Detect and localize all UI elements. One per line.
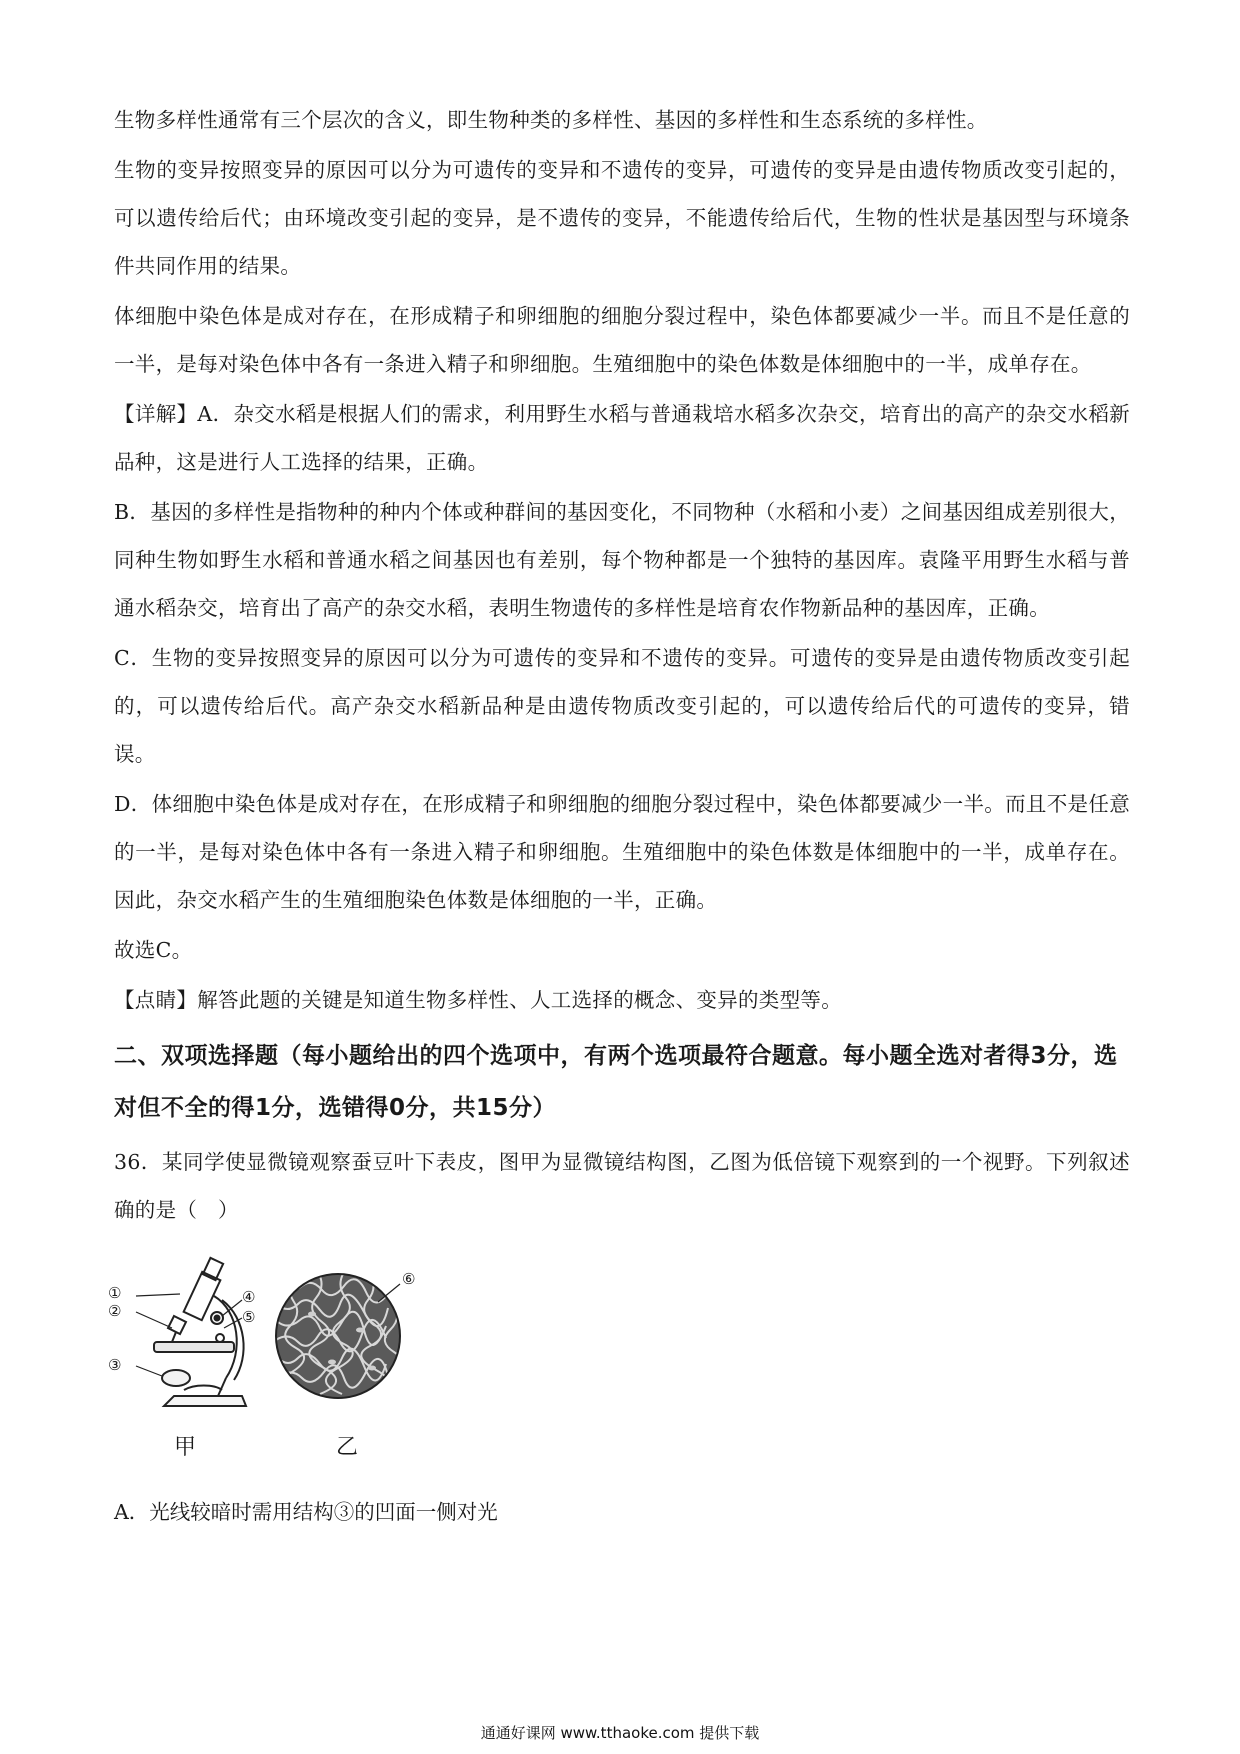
microscope-figure [108, 1256, 534, 1466]
paragraph-tip: 【点睛】解答此题的关键是知道生物多样性、人工选择的概念、变异的类型等。 [114, 988, 842, 1012]
paragraph-biodiversity: 生物多样性通常有三个层次的含义，即生物种类的多样性、基因的多样性和生态系统的多样性。 [114, 108, 988, 132]
callout-3: ③ [108, 1356, 122, 1374]
micrograph-view [272, 1266, 412, 1406]
paragraph-detail-a: 【详解】A．杂交水稻是根据人们的需求，利用野生水稻与普通栽培水稻多次杂交，培育出的高产的杂交水稻新品种，这是进行人工选择的结果，正确。 [114, 402, 1130, 474]
paragraph-chromosome: 体细胞中染色体是成对存在，在形成精子和卵细胞的细胞分裂过程中，染色体都要减少一半。而且不是任意的一半，是每对染色体中各有一条进入精子和卵细胞。生殖细胞中的染色体数是体细胞中的一半，成单存在。 [114, 304, 1130, 376]
callout-6: ⑥ [402, 1270, 416, 1288]
page-footer: 通通好课网 www.tthaoke.com 提供下载 [480, 1724, 760, 1742]
section-title: 二、双项选择题（每小题给出的四个选项中，有两个选项最符合题意。每小题全选对者得3分，选对但不全的得1分，选错得0分，共15分） [114, 1043, 1118, 1121]
paragraph-detail-d: D．体细胞中染色体是成对存在，在形成精子和卵细胞的细胞分裂过程中，染色体都要减少一半。而且不是任意的一半，是每对染色体中各有一条进入精子和卵细胞。生殖细胞中的染色体数是体细胞中的一半，成单存在。因此，杂交水稻产生的生殖细胞染色体数是体细胞的一半，正确。 [114, 792, 1130, 912]
option-a: A．光线较暗时需用结构③的凹面一侧对光 [114, 1500, 498, 1524]
microscope-diagram [114, 1256, 264, 1426]
figure-label-b: 乙 [336, 1435, 359, 1460]
callout-2: ② [108, 1302, 122, 1320]
paragraph-answer: 故选C。 [114, 938, 193, 962]
callout-1: ① [108, 1284, 122, 1302]
callout-4: ④ [242, 1288, 256, 1306]
callout-5: ⑤ [242, 1308, 256, 1326]
question-36: 36．某同学使显微镜观察蚕豆叶下表皮，图甲为显微镜结构图，乙图为低倍镜下观察到的一个视野。下列叙述确的是（ ） [114, 1150, 1130, 1222]
paragraph-detail-c: C．生物的变异按照变异的原因可以分为可遗传的变异和不遗传的变异。可遗传的变异是由遗传物质改变引起的，可以遗传给后代。高产杂交水稻新品种是由遗传物质改变引起的，可以遗传给后代的可遗传的变异，错误。 [114, 646, 1130, 766]
paragraph-detail-b: B．基因的多样性是指物种的种内个体或种群间的基因变化，不同物种（水稻和小麦）之间基因组成差别很大，同种生物如野生水稻和普通水稻之间基因也有差别，每个物种都是一个独特的基因库。袁隆平用野生水稻与普通水稻杂交，培育出了高产的杂交水稻，表明生物遗传的多样性是培育农作物新品种的基因库，正确。 [114, 500, 1130, 620]
page-content [108, 96, 1130, 1536]
paragraph-variation: 生物的变异按照变异的原因可以分为可遗传的变异和不遗传的变异，可遗传的变异是由遗传物质改变引起的，可以遗传给后代；由环境改变引起的变异，是不遗传的变异，不能遗传给后代，生物的性状是基因型与环境条件共同作用的结果。 [114, 158, 1130, 278]
figure-label-a: 甲 [174, 1435, 197, 1460]
